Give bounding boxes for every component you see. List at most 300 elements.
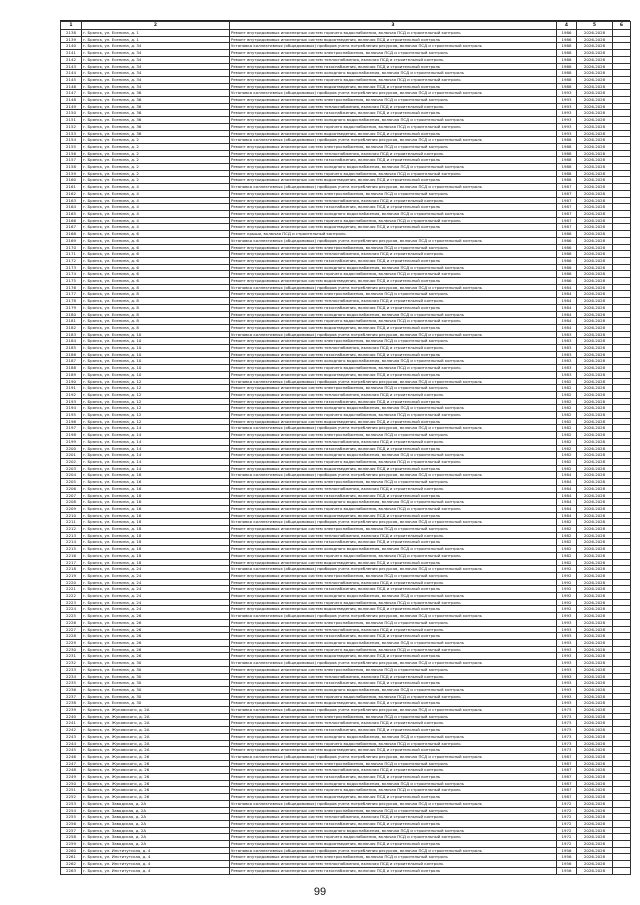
work-type-cell: Ремонт внутридомовых инженерных систем газоснабжения, включая ПСД и строительный контроль [230,492,557,499]
build-year-cell: 1973 [557,713,577,720]
extra-cell [613,291,631,298]
extra-cell [613,304,631,311]
work-type-cell: Ремонт внутридомовых инженерных систем водоотведения, включая ПСД и строительный контроль [230,606,557,613]
table-row [61,371,631,378]
row-number-cell: 2154 [61,137,82,144]
work-type-cell: Ремонт внутридомовых инженерных систем электроснабжения, включая ПСД и строительный контроль [230,572,557,579]
work-type-cell: Установка коллективных (общедомовых) приборов учета потребления ресурсов, включая ПСД и строительный контроль [230,847,557,854]
row-number-cell: 2150 [61,110,82,117]
extra-cell [613,358,631,365]
row-number-cell: 2202 [61,459,82,466]
extra-cell [613,552,631,559]
period-cell: 2026-2028 [577,613,613,620]
period-cell: 2026-2028 [577,371,613,378]
row-number-cell: 2228 [61,633,82,640]
work-type-cell: Ремонт внутридомовых инженерных систем холодного водоснабжения, включая ПСД и строительный контроль [230,733,557,740]
table-row [61,204,631,211]
address-cell: г. Брянск, ул. Есенина, д. 30 [82,693,230,700]
period-cell: 2026-2028 [577,459,613,466]
extra-cell [613,438,631,445]
table-row [61,97,631,104]
work-type-cell: Ремонт внутридомовых инженерных систем горячего водоснабжения, включая ПСД и строительный контроль [230,30,557,37]
table-row [61,586,631,593]
build-year-cell: 1988 [557,170,577,177]
period-cell: 2026-2028 [577,586,613,593]
work-type-cell: Ремонт внутридомовых инженерных систем теплоснабжения, включая ПСД и строительный контроль [230,197,557,204]
row-number-cell: 2255 [61,814,82,821]
period-cell: 2026-2028 [577,700,613,707]
row-number-cell: 2262 [61,861,82,868]
row-number-cell: 2164 [61,204,82,211]
extra-cell [613,170,631,177]
address-cell: г. Брянск, ул. Есенина, д. 6 [82,237,230,244]
work-type-cell: Ремонт внутридомовых инженерных систем горячего водоснабжения, включая ПСД и строительный контроль [230,271,557,278]
work-type-cell: Ремонт внутридомовых инженерных систем теплоснабжения, включая ПСД и строительный контроль [230,767,557,774]
extra-cell [613,774,631,781]
work-type-cell: Ремонт внутридомовых инженерных систем теплоснабжения, включая ПСД и строительный контроль [230,532,557,539]
period-cell: 2026-2028 [577,807,613,814]
period-cell: 2026-2028 [577,157,613,164]
row-number-cell: 2258 [61,834,82,841]
row-number-cell: 2172 [61,257,82,264]
address-cell: г. Брянск, ул. Есенина, д. 26 [82,613,230,620]
build-year-cell: 1984 [557,499,577,506]
period-cell: 2026-2028 [577,304,613,311]
build-year-cell: 1982 [557,445,577,452]
build-year-cell: 1986 [557,257,577,264]
period-cell: 2026-2028 [577,331,613,338]
table-row [61,418,631,425]
extra-cell [613,767,631,774]
work-type-cell: Ремонт внутридомовых инженерных систем холодного водоснабжения, включая ПСД и строительный контроль [230,593,557,600]
table-row [61,378,631,385]
work-type-cell: Ремонт внутридомовых инженерных систем электроснабжения, включая ПСД и строительный контроль [230,807,557,814]
address-cell: г. Брянск, ул. Есенина, д. 30 [82,700,230,707]
row-number-cell: 2257 [61,827,82,834]
build-year-cell: 1986 [557,231,577,238]
row-number-cell: 2175 [61,278,82,285]
table-row [61,626,631,633]
extra-cell [613,278,631,285]
build-year-cell: 1982 [557,559,577,566]
work-type-cell: Ремонт внутридомовых инженерных систем газоснабжения, включая ПСД и строительный контроль [230,867,557,874]
build-year-cell: 1956 [557,854,577,861]
address-cell: г. Брянск, ул. Есенина, д. 36 [82,117,230,124]
address-cell: г. Брянск, ул. Есенина, д. 4 [82,204,230,211]
address-cell: г. Брянск, ул. Есенина, д. 24 [82,586,230,593]
table-row [61,539,631,546]
header-col-work-type: 3 [230,22,557,30]
extra-cell [613,733,631,740]
work-type-cell: Ремонт внутридомовых инженерных систем газоснабжения, включая ПСД и строительный контроль [230,727,557,734]
period-cell: 2026-2028 [577,351,613,358]
table-row [61,324,631,331]
table-row [61,827,631,834]
build-year-cell: 1988 [557,63,577,70]
period-cell: 2026-2028 [577,90,613,97]
table-row [61,43,631,50]
extra-cell [613,231,631,238]
build-year-cell: 1993 [557,103,577,110]
extra-cell [613,780,631,787]
row-number-cell: 2143 [61,63,82,70]
work-type-cell: Ремонт внутридомовых инженерных систем электроснабжения, включая ПСД и строительный контроль [230,97,557,104]
address-cell: г. Брянск, ул. Есенина, д. 36 [82,130,230,137]
work-type-cell: Ремонт внутридомовых инженерных систем горячего водоснабжения, включая ПСД и строительный контроль [230,76,557,83]
extra-cell [613,56,631,63]
period-cell: 2026-2028 [577,867,613,874]
row-number-cell: 2263 [61,867,82,874]
table-row [61,505,631,512]
period-cell: 2026-2028 [577,385,613,392]
work-type-cell: Ремонт внутридомовых инженерных систем газоснабжения, включая ПСД и строительный контроль [230,157,557,164]
extra-cell [613,847,631,854]
build-year-cell: 1982 [557,432,577,439]
table-row [61,197,631,204]
table-row [61,311,631,318]
extra-cell [613,841,631,848]
build-year-cell: 1993 [557,626,577,633]
period-cell: 2026-2028 [577,56,613,63]
build-year-cell: 1986 [557,251,577,258]
build-year-cell: 1973 [557,740,577,747]
table-row [61,566,631,573]
table-body [61,30,631,875]
row-number-cell: 2210 [61,512,82,519]
extra-cell [613,398,631,405]
table-row [61,83,631,90]
period-cell: 2026-2028 [577,841,613,848]
address-cell: г. Брянск, ул. Есенина, д. 24 [82,606,230,613]
work-type-cell: Ремонт внутридомовых инженерных систем водоотведения, включая ПСД и строительный контроль [230,418,557,425]
work-type-cell: Ремонт внутридомовых инженерных систем водоотведения, включая ПСД и строительный контроль [230,177,557,184]
extra-cell [613,492,631,499]
extra-cell [613,83,631,90]
build-year-cell: 1982 [557,418,577,425]
build-year-cell: 1972 [557,814,577,821]
address-cell: г. Брянск, ул. Есенина, д. 36 [82,97,230,104]
period-cell: 2026-2028 [577,264,613,271]
period-cell: 2026-2028 [577,572,613,579]
build-year-cell: 1987 [557,210,577,217]
period-cell: 2026-2028 [577,720,613,727]
period-cell: 2026-2028 [577,432,613,439]
extra-cell [613,184,631,191]
table-row [61,619,631,626]
period-cell: 2026-2028 [577,298,613,305]
address-cell: г. Брянск, ул. Есенина, д. 14 [82,445,230,452]
address-cell: г. Брянск, ул. Есенина, д. 34 [82,63,230,70]
extra-cell [613,271,631,278]
extra-cell [613,432,631,439]
table-row [61,50,631,57]
extra-cell [613,110,631,117]
build-year-cell: 1973 [557,727,577,734]
period-cell: 2026-2028 [577,693,613,700]
build-year-cell: 1988 [557,56,577,63]
table-row [61,318,631,325]
work-type-cell: Ремонт внутридомовых инженерных систем горячего водоснабжения, включая ПСД и строительный контроль [230,217,557,224]
work-type-cell: Ремонт внутридомовых инженерных систем холодного водоснабжения, включая ПСД и строительный контроль [230,117,557,124]
work-type-cell: Ремонт внутридомовых инженерных систем электроснабжения, включая ПСД и строительный контроль [230,190,557,197]
build-year-cell: 1982 [557,438,577,445]
table-row [61,459,631,466]
period-cell: 2026-2028 [577,760,613,767]
extra-cell [613,143,631,150]
extra-cell [613,747,631,754]
table-row [61,358,631,365]
address-cell: г. Брянск, ул. Есенина, д. 12 [82,418,230,425]
build-year-cell: 1986 [557,278,577,285]
period-cell: 2026-2028 [577,740,613,747]
table-row [61,559,631,566]
extra-cell [613,505,631,512]
build-year-cell: 1988 [557,83,577,90]
build-year-cell: 1987 [557,753,577,760]
address-cell: г. Брянск, ул. Заводская, д. 2А [82,814,230,821]
row-number-cell: 2215 [61,546,82,553]
work-type-cell: Ремонт внутридомовых инженерных систем теплоснабжения, включая ПСД и строительный контроль [230,814,557,821]
row-number-cell: 2185 [61,345,82,352]
work-type-cell: Ремонт внутридомовых инженерных систем теплоснабжения, включая ПСД и строительный контроль [230,103,557,110]
address-cell: г. Брянск, ул. Есенина, д. 18 [82,552,230,559]
period-cell: 2026-2028 [577,130,613,137]
work-type-cell: Установка коллективных (общедомовых) приборов учета потребления ресурсов, включая ПСД и строительный контроль [230,43,557,50]
build-year-cell: 1993 [557,90,577,97]
row-number-cell: 2204 [61,472,82,479]
period-cell: 2026-2028 [577,271,613,278]
period-cell: 2026-2028 [577,365,613,372]
table-row [61,170,631,177]
extra-cell [613,345,631,352]
extra-cell [613,472,631,479]
period-cell: 2026-2028 [577,546,613,553]
table-row [61,298,631,305]
extra-cell [613,50,631,57]
build-year-cell: 1987 [557,204,577,211]
work-type-cell: Ремонт внутридомовых инженерных систем электроснабжения, включая ПСД и строительный контроль [230,854,557,861]
extra-cell [613,331,631,338]
period-cell: 2026-2028 [577,747,613,754]
period-cell: 2026-2028 [577,686,613,693]
work-type-cell: Ремонт внутридомовых инженерных систем газоснабжения, включая ПСД и строительный контроль [230,204,557,211]
address-cell: г. Брянск, ул. Есенина, д. 12 [82,412,230,419]
build-year-cell: 1993 [557,680,577,687]
period-cell: 2026-2028 [577,445,613,452]
table-row [61,613,631,620]
address-cell: г. Брянск, ул. Институтская, д. 4 [82,854,230,861]
address-cell: г. Брянск, ул. Есенина, д. 10 [82,338,230,345]
build-year-cell: 1992 [557,586,577,593]
table-row [61,452,631,459]
row-number-cell: 2249 [61,774,82,781]
table-row [61,338,631,345]
row-number-cell: 2256 [61,820,82,827]
table-row [61,130,631,137]
address-cell: г. Брянск, ул. Есенина, д. 8 [82,298,230,305]
address-cell: г. Брянск, ул. Жуковского, д. 2А [82,720,230,727]
table-row [61,713,631,720]
table-row [61,546,631,553]
row-number-cell: 2232 [61,660,82,667]
extra-cell [613,566,631,573]
period-cell: 2026-2028 [577,231,613,238]
work-type-cell: Ремонт внутридомовых инженерных систем водоотведения, включая ПСД и строительный контроль [230,465,557,472]
row-number-cell: 2198 [61,432,82,439]
build-year-cell: 1986 [557,271,577,278]
extra-cell [613,867,631,874]
build-year-cell: 1988 [557,177,577,184]
build-year-cell: 1982 [557,425,577,432]
address-cell: г. Брянск, ул. Жуковского, д. 2А [82,707,230,714]
work-type-cell: Ремонт внутридомовых инженерных систем горячего водоснабжения, включая ПСД и строительный контроль [230,552,557,559]
extra-cell [613,164,631,171]
extra-cell [613,284,631,291]
row-number-cell: 2251 [61,787,82,794]
period-cell: 2026-2028 [577,412,613,419]
work-type-cell: Ремонт внутридомовых инженерных систем горячего водоснабжения, включая ПСД и строительный контроль [230,693,557,700]
build-year-cell: 1988 [557,50,577,57]
table-row [61,727,631,734]
extra-cell [613,123,631,130]
row-number-cell: 2159 [61,170,82,177]
address-cell: г. Брянск, ул. Есенина, д. 14 [82,465,230,472]
work-type-cell: Ремонт внутридомовых инженерных систем теплоснабжения, включая ПСД и строительный контроль [230,579,557,586]
extra-cell [613,224,631,231]
work-type-cell: Ремонт внутридомовых инженерных систем теплоснабжения, включая ПСД и строительный контроль [230,720,557,727]
row-number-cell: 2145 [61,76,82,83]
build-year-cell: 1987 [557,774,577,781]
address-cell: г. Брянск, ул. Есенина, д. 30 [82,673,230,680]
period-cell: 2026-2028 [577,666,613,673]
work-type-cell: Установка коллективных (общедомовых) приборов учета потребления ресурсов, включая ПСД и строительный контроль [230,707,557,714]
page-number: 99 [313,886,327,898]
address-cell: г. Брянск, ул. Есенина, д. 26 [82,626,230,633]
work-type-cell: Ремонт крыши, включая ПСД и строительный контроль [230,231,557,238]
build-year-cell: 1984 [557,479,577,486]
extra-cell [613,680,631,687]
period-cell: 2026-2028 [577,204,613,211]
extra-cell [613,97,631,104]
work-type-cell: Ремонт внутридомовых инженерных систем водоотведения, включая ПСД и строительный контроль [230,700,557,707]
period-cell: 2026-2028 [577,626,613,633]
address-cell: г. Брянск, ул. Есенина, д. 16 [82,479,230,486]
extra-cell [613,465,631,472]
table-row [61,847,631,854]
build-year-cell: 1984 [557,318,577,325]
build-year-cell: 1993 [557,686,577,693]
extra-cell [613,686,631,693]
work-type-cell: Ремонт внутридомовых инженерных систем холодного водоснабжения, включая ПСД и строительный контроль [230,358,557,365]
work-type-cell: Установка коллективных (общедомовых) приборов учета потребления ресурсов, включая ПСД и строительный контроль [230,472,557,479]
period-cell: 2026-2028 [577,358,613,365]
row-number-cell: 2212 [61,526,82,533]
table-row [61,693,631,700]
period-cell: 2026-2028 [577,619,613,626]
period-cell: 2026-2028 [577,63,613,70]
address-cell: г. Брянск, ул. Жуковского, д. 2А [82,727,230,734]
row-number-cell: 2236 [61,686,82,693]
table-row [61,284,631,291]
build-year-cell: 1993 [557,613,577,620]
row-number-cell: 2138 [61,30,82,37]
work-type-cell: Ремонт внутридомовых инженерных систем водоотведения, включая ПСД и строительный контроль [230,512,557,519]
work-type-cell: Ремонт внутридомовых инженерных систем теплоснабжения, включая ПСД и строительный контроль [230,251,557,258]
table-row [61,680,631,687]
table-row [61,164,631,171]
work-type-cell: Ремонт внутридомовых инженерных систем водоотведения, включая ПСД и строительный контроль [230,371,557,378]
work-type-cell: Установка коллективных (общедомовых) приборов учета потребления ресурсов, включая ПСД и строительный контроль [230,800,557,807]
build-year-cell: 1983 [557,345,577,352]
row-number-cell: 2171 [61,251,82,258]
work-type-cell: Ремонт внутридомовых инженерных систем теплоснабжения, включая ПСД и строительный контроль [230,298,557,305]
address-cell: г. Брянск, ул. Есенина, д. 30 [82,680,230,687]
row-number-cell: 2242 [61,727,82,734]
extra-cell [613,593,631,600]
extra-cell [613,720,631,727]
table-row [61,774,631,781]
extra-cell [613,412,631,419]
row-number-cell: 2149 [61,103,82,110]
work-type-cell: Ремонт внутридомовых инженерных систем электроснабжения, включая ПСД и строительный контроль [230,338,557,345]
work-type-cell: Ремонт внутридомовых инженерных систем газоснабжения, включая ПСД и строительный контроль [230,63,557,70]
build-year-cell: 1982 [557,546,577,553]
address-cell: г. Брянск, ул. Институтская, д. 4 [82,867,230,874]
extra-cell [613,693,631,700]
extra-cell [613,512,631,519]
work-type-cell: Ремонт внутридомовых инженерных систем газоснабжения, включая ПСД и строительный контроль [230,110,557,117]
address-cell: г. Брянск, ул. Есенина, д. 34 [82,50,230,57]
period-cell: 2026-2028 [577,177,613,184]
period-cell: 2026-2028 [577,237,613,244]
period-cell: 2026-2028 [577,673,613,680]
row-number-cell: 2190 [61,378,82,385]
build-year-cell: 1988 [557,70,577,77]
table-row [61,599,631,606]
build-year-cell: 1993 [557,633,577,640]
period-cell: 2026-2028 [577,210,613,217]
row-number-cell: 2211 [61,519,82,526]
build-year-cell: 1982 [557,539,577,546]
row-number-cell: 2157 [61,157,82,164]
period-cell: 2026-2028 [577,452,613,459]
header-col-extra: 6 [613,22,631,30]
table-row [61,432,631,439]
work-type-cell: Ремонт внутридомовых инженерных систем теплоснабжения, включая ПСД и строительный контроль [230,626,557,633]
work-type-cell: Ремонт внутридомовых инженерных систем газоснабжения, включая ПСД и строительный контроль [230,633,557,640]
row-number-cell: 2241 [61,720,82,727]
period-cell: 2026-2028 [577,345,613,352]
work-type-cell: Ремонт внутридомовых инженерных систем водоотведения, включая ПСД и строительный контроль [230,278,557,285]
period-cell: 2026-2028 [577,137,613,144]
address-cell: г. Брянск, ул. Есенина, д. 6 [82,257,230,264]
row-number-cell: 2200 [61,445,82,452]
work-type-cell: Установка коллективных (общедомовых) приборов учета потребления ресурсов, включая ПСД и строительный контроль [230,184,557,191]
table-row [61,733,631,740]
address-cell: г. Брянск, ул. Есенина, д. 34 [82,43,230,50]
row-number-cell: 2153 [61,130,82,137]
work-type-cell: Ремонт внутридомовых инженерных систем электроснабжения, включая ПСД и строительный контроль [230,713,557,720]
row-number-cell: 2167 [61,224,82,231]
extra-cell [613,626,631,633]
address-cell: г. Брянск, ул. Есенина, д. 10 [82,358,230,365]
period-cell: 2026-2028 [577,593,613,600]
table-row [61,579,631,586]
row-number-cell: 2243 [61,733,82,740]
row-number-cell: 2160 [61,177,82,184]
extra-cell [613,794,631,801]
address-cell: г. Брянск, ул. Есенина, д. 18 [82,546,230,553]
